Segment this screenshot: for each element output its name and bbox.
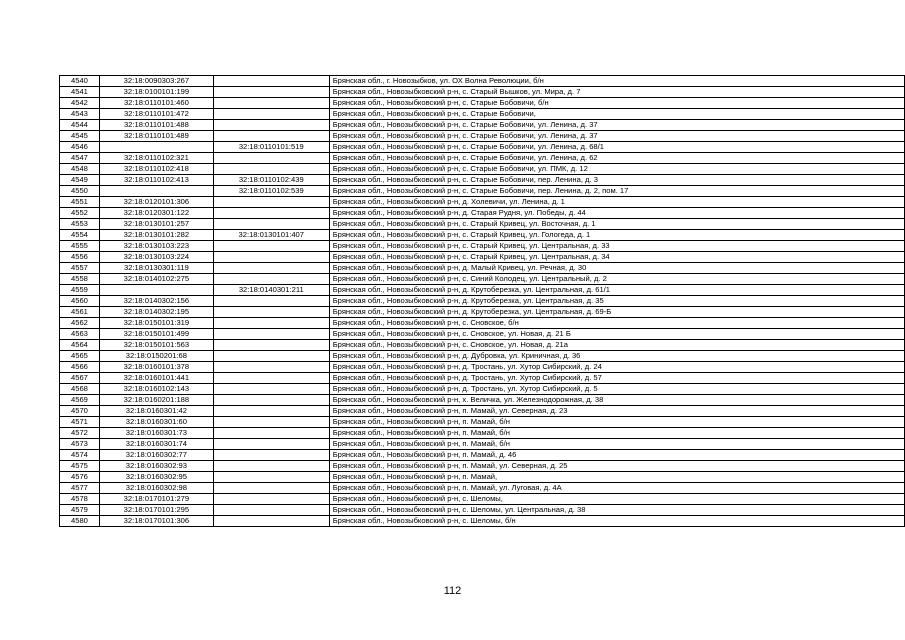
table-row <box>60 274 905 285</box>
row-number-cell: 4573 <box>60 439 100 450</box>
row-number-cell: 4544 <box>60 120 100 131</box>
row-number-cell: 4554 <box>60 230 100 241</box>
row-number-cell: 4563 <box>60 329 100 340</box>
cadastral-number-cell: 32:18:0160302:77 <box>99 450 213 461</box>
secondary-cadastral-number-cell <box>213 373 329 384</box>
secondary-cadastral-number-cell <box>213 87 329 98</box>
secondary-cadastral-number-cell: 32:18:0140301:211 <box>213 285 329 296</box>
cadastral-number-cell: 32:18:0120301:122 <box>99 208 213 219</box>
row-number-cell: 4564 <box>60 340 100 351</box>
secondary-cadastral-number-cell <box>213 483 329 494</box>
address-cell: Брянская обл., Новозыбковский р-н, с. Шеломы, б/н <box>329 516 904 527</box>
cadastral-number-cell: 32:18:0110101:488 <box>99 120 213 131</box>
row-number-cell: 4543 <box>60 109 100 120</box>
address-cell: Брянская обл., Новозыбковский р-н, с. Старые Бобовичи, ул. Ленина, д. 37 <box>329 120 904 131</box>
cadastral-number-cell: 32:18:0160301:42 <box>99 406 213 417</box>
secondary-cadastral-number-cell <box>213 516 329 527</box>
row-number-cell: 4546 <box>60 142 100 153</box>
table-row <box>60 494 905 505</box>
address-cell: Брянская обл., Новозыбковский р-н, с. Старый Кривец, ул. Восточная, д. 1 <box>329 219 904 230</box>
secondary-cadastral-number-cell <box>213 120 329 131</box>
cadastral-number-cell: 32:18:0170101:279 <box>99 494 213 505</box>
address-cell: Брянская обл., Новозыбковский р-н, п. Мамай, д. 46 <box>329 450 904 461</box>
row-number-cell: 4555 <box>60 241 100 252</box>
row-number-cell: 4569 <box>60 395 100 406</box>
cadastral-number-cell <box>99 285 213 296</box>
address-cell: Брянская обл., Новозыбковский р-н, с. Шеломы, ул. Центральная, д. 38 <box>329 505 904 516</box>
row-number-cell: 4578 <box>60 494 100 505</box>
table-row <box>60 472 905 483</box>
row-number-cell: 4547 <box>60 153 100 164</box>
address-cell: Брянская обл., Новозыбковский р-н, д. Крутоберезка, ул. Центральная, д. 35 <box>329 296 904 307</box>
secondary-cadastral-number-cell <box>213 131 329 142</box>
row-number-cell: 4577 <box>60 483 100 494</box>
table-row <box>60 439 905 450</box>
table-row <box>60 340 905 351</box>
row-number-cell: 4576 <box>60 472 100 483</box>
table-row <box>60 417 905 428</box>
address-cell: Брянская обл., Новозыбковский р-н, п. Мамай, б/н <box>329 439 904 450</box>
cadastral-number-cell: 32:18:0110101:460 <box>99 98 213 109</box>
table-row <box>60 384 905 395</box>
row-number-cell: 4552 <box>60 208 100 219</box>
address-cell: Брянская обл., Новозыбковский р-н, с. Шеломы, <box>329 494 904 505</box>
page-number: 112 <box>443 585 462 597</box>
secondary-cadastral-number-cell <box>213 494 329 505</box>
address-cell: Брянская обл., Новозыбковский р-н, с. Старые Бобовичи, ул. Ленина, д. 68/1 <box>329 142 904 153</box>
secondary-cadastral-number-cell <box>213 109 329 120</box>
row-number-cell: 4541 <box>60 87 100 98</box>
table-row <box>60 362 905 373</box>
address-cell: Брянская обл., Новозыбковский р-н, с. Синий Колодец, ул. Центральный, д. 2 <box>329 274 904 285</box>
secondary-cadastral-number-cell <box>213 395 329 406</box>
cadastral-number-cell: 32:18:0130103:223 <box>99 241 213 252</box>
row-number-cell: 4549 <box>60 175 100 186</box>
row-number-cell: 4551 <box>60 197 100 208</box>
cadastral-number-cell: 32:18:0160201:188 <box>99 395 213 406</box>
address-cell: Брянская обл., Новозыбковский р-н, с. Сновское, ул. Новая, д. 21а <box>329 340 904 351</box>
cadastral-number-cell: 32:18:0130101:257 <box>99 219 213 230</box>
cadastral-number-cell: 32:18:0090303:267 <box>99 76 213 87</box>
cadastral-number-cell: 32:18:0140302:195 <box>99 307 213 318</box>
table-row <box>60 461 905 472</box>
row-number-cell: 4550 <box>60 186 100 197</box>
address-cell: Брянская обл., Новозыбковский р-н, с. Старый Вышков, ул. Мира, д. 7 <box>329 87 904 98</box>
address-cell: Брянская обл., Новозыбковский р-н, д. Тростань, ул. Хутор Сибирский, д. 5 <box>329 384 904 395</box>
table-row <box>60 230 905 241</box>
secondary-cadastral-number-cell <box>213 406 329 417</box>
cadastral-number-cell: 32:18:0140102:275 <box>99 274 213 285</box>
row-number-cell: 4556 <box>60 252 100 263</box>
cadastral-number-cell: 32:18:0140302:156 <box>99 296 213 307</box>
secondary-cadastral-number-cell <box>213 318 329 329</box>
secondary-cadastral-number-cell <box>213 351 329 362</box>
secondary-cadastral-number-cell <box>213 340 329 351</box>
table-row <box>60 87 905 98</box>
table-row <box>60 373 905 384</box>
cadastral-number-cell: 32:18:0160301:74 <box>99 439 213 450</box>
row-number-cell: 4580 <box>60 516 100 527</box>
table-row <box>60 120 905 131</box>
address-cell: Брянская обл., Новозыбковский р-н, п. Мамай, ул. Луговая, д. 4А <box>329 483 904 494</box>
address-cell: Брянская обл., Новозыбковский р-н, с. Старые Бобовичи, пер. Ленина, д. 3 <box>329 175 904 186</box>
address-cell: Брянская обл., Новозыбковский р-н, с. Сновское, ул. Новая, д. 21 Б <box>329 329 904 340</box>
address-cell: Брянская обл., г. Новозыбков, ул. ОХ Волна Революции, б/н <box>329 76 904 87</box>
address-cell: Брянская обл., Новозыбковский р-н, д. Крутоберезка, ул. Центральная, д. 61/1 <box>329 285 904 296</box>
address-cell: Брянская обл., Новозыбковский р-н, п. Мамай, ул. Северная, д. 23 <box>329 406 904 417</box>
cadastral-number-cell: 32:18:0150101:563 <box>99 340 213 351</box>
table-row <box>60 131 905 142</box>
cadastral-number-cell: 32:18:0100101:199 <box>99 87 213 98</box>
secondary-cadastral-number-cell <box>213 153 329 164</box>
row-number-cell: 4548 <box>60 164 100 175</box>
row-number-cell: 4558 <box>60 274 100 285</box>
table-row <box>60 98 905 109</box>
cadastral-number-cell: 32:18:0170101:295 <box>99 505 213 516</box>
table-row <box>60 329 905 340</box>
address-cell: Брянская обл., Новозыбковский р-н, п. Мамай, б/н <box>329 428 904 439</box>
address-cell: Брянская обл., Новозыбковский р-н, д. Старая Рудня, ул. Победы, д. 44 <box>329 208 904 219</box>
cadastral-number-cell <box>99 186 213 197</box>
address-cell: Брянская обл., Новозыбковский р-н, с. Сновское, б/н <box>329 318 904 329</box>
address-cell: Брянская обл., Новозыбковский р-н, с. Старые Бобовичи, <box>329 109 904 120</box>
table-row <box>60 516 905 527</box>
row-number-cell: 4567 <box>60 373 100 384</box>
row-number-cell: 4575 <box>60 461 100 472</box>
table-row <box>60 483 905 494</box>
cadastral-number-cell: 32:18:0160302:98 <box>99 483 213 494</box>
secondary-cadastral-number-cell <box>213 197 329 208</box>
row-number-cell: 4559 <box>60 285 100 296</box>
cadastral-number-cell: 32:18:0150201:68 <box>99 351 213 362</box>
cadastral-number-cell: 32:18:0150101:499 <box>99 329 213 340</box>
table-row <box>60 318 905 329</box>
row-number-cell: 4560 <box>60 296 100 307</box>
secondary-cadastral-number-cell <box>213 98 329 109</box>
row-number-cell: 4571 <box>60 417 100 428</box>
address-cell: Брянская обл., Новозыбковский р-н, д. Тростань, ул. Хутор Сибирский, д. 24 <box>329 362 904 373</box>
address-cell: Брянская обл., Новозыбковский р-н, д. Тростань, ул. Хутор Сибирский, д. 57 <box>329 373 904 384</box>
cadastral-number-cell: 32:18:0150101:319 <box>99 318 213 329</box>
address-cell: Брянская обл., Новозыбковский р-н, п. Мамай, <box>329 472 904 483</box>
table-row <box>60 164 905 175</box>
table-row <box>60 450 905 461</box>
address-cell: Брянская обл., Новозыбковский р-н, с. Старый Кривец, ул. Центральная, д. 34 <box>329 252 904 263</box>
address-cell: Брянская обл., Новозыбковский р-н, д. Дубровка, ул. Криничная, д. 36 <box>329 351 904 362</box>
secondary-cadastral-number-cell <box>213 241 329 252</box>
cadastral-number-cell: 32:18:0160302:93 <box>99 461 213 472</box>
secondary-cadastral-number-cell <box>213 252 329 263</box>
table-row <box>60 197 905 208</box>
secondary-cadastral-number-cell: 32:18:0110101:519 <box>213 142 329 153</box>
secondary-cadastral-number-cell <box>213 450 329 461</box>
cadastral-number-cell: 32:18:0130301:119 <box>99 263 213 274</box>
row-number-cell: 4568 <box>60 384 100 395</box>
table-row <box>60 208 905 219</box>
secondary-cadastral-number-cell: 32:18:0130101:407 <box>213 230 329 241</box>
address-cell: Брянская обл., Новозыбковский р-н, п. Мамай, ул. Северная, д. 25 <box>329 461 904 472</box>
table-row <box>60 175 905 186</box>
secondary-cadastral-number-cell <box>213 274 329 285</box>
cadastral-number-cell: 32:18:0110102:418 <box>99 164 213 175</box>
secondary-cadastral-number-cell <box>213 384 329 395</box>
cadastral-number-cell: 32:18:0120101:306 <box>99 197 213 208</box>
secondary-cadastral-number-cell <box>213 472 329 483</box>
table-row <box>60 153 905 164</box>
cadastral-number-cell: 32:18:0110101:489 <box>99 131 213 142</box>
address-cell: Брянская обл., Новозыбковский р-н, с. Старые Бобовичи, ул. ПМК, д. 12 <box>329 164 904 175</box>
table-row <box>60 142 905 153</box>
row-number-cell: 4562 <box>60 318 100 329</box>
address-cell: Брянская обл., Новозыбковский р-н, с. Старый Кривец, ул. Гологеда, д. 1 <box>329 230 904 241</box>
cadastral-number-cell: 32:18:0170101:306 <box>99 516 213 527</box>
cadastral-number-cell: 32:18:0160101:441 <box>99 373 213 384</box>
secondary-cadastral-number-cell <box>213 439 329 450</box>
table-row <box>60 76 905 87</box>
row-number-cell: 4542 <box>60 98 100 109</box>
table-row <box>60 252 905 263</box>
cadastral-number-cell: 32:18:0130103:224 <box>99 252 213 263</box>
address-cell: Брянская обл., Новозыбковский р-н, с. Старый Кривец, ул. Центральная, д. 33 <box>329 241 904 252</box>
secondary-cadastral-number-cell: 32:18:0110102:539 <box>213 186 329 197</box>
cadastral-number-cell: 32:18:0130101:282 <box>99 230 213 241</box>
cadastral-number-cell: 32:18:0160101:378 <box>99 362 213 373</box>
row-number-cell: 4570 <box>60 406 100 417</box>
table-row <box>60 296 905 307</box>
table-row <box>60 263 905 274</box>
secondary-cadastral-number-cell <box>213 164 329 175</box>
row-number-cell: 4565 <box>60 351 100 362</box>
table-row <box>60 395 905 406</box>
address-cell: Брянская обл., Новозыбковский р-н, с. Старые Бобовичи, ул. Ленина, д. 62 <box>329 153 904 164</box>
secondary-cadastral-number-cell <box>213 76 329 87</box>
table-row <box>60 285 905 296</box>
secondary-cadastral-number-cell <box>213 362 329 373</box>
table-row <box>60 505 905 516</box>
address-cell: Брянская обл., Новозыбковский р-н, с. Старые Бобовичи, б/н <box>329 98 904 109</box>
table-row <box>60 219 905 230</box>
secondary-cadastral-number-cell <box>213 219 329 230</box>
table-row <box>60 241 905 252</box>
row-number-cell: 4553 <box>60 219 100 230</box>
row-number-cell: 4561 <box>60 307 100 318</box>
address-cell: Брянская обл., Новозыбковский р-н, д. Холевичи, ул. Ленина, д. 1 <box>329 197 904 208</box>
table-row <box>60 428 905 439</box>
address-cell: Брянская обл., Новозыбковский р-н, с. Старые Бобовичи, ул. Ленина, д. 37 <box>329 131 904 142</box>
address-cell: Брянская обл., Новозыбковский р-н, п. Мамай, б/н <box>329 417 904 428</box>
table-row <box>60 307 905 318</box>
secondary-cadastral-number-cell <box>213 329 329 340</box>
cadastral-number-cell: 32:18:0160301:73 <box>99 428 213 439</box>
row-number-cell: 4574 <box>60 450 100 461</box>
secondary-cadastral-number-cell <box>213 505 329 516</box>
secondary-cadastral-number-cell <box>213 263 329 274</box>
secondary-cadastral-number-cell <box>213 307 329 318</box>
cadastral-number-cell: 32:18:0160302:95 <box>99 472 213 483</box>
table-row <box>60 351 905 362</box>
cadastral-number-cell: 32:18:0110101:472 <box>99 109 213 120</box>
address-cell: Брянская обл., Новозыбковский р-н, с. Старые Бобовичи, пер. Ленина, д. 2, пом. 17 <box>329 186 904 197</box>
row-number-cell: 4540 <box>60 76 100 87</box>
address-cell: Брянская обл., Новозыбковский р-н, д. Малый Кривец, ул. Речная, д. 30 <box>329 263 904 274</box>
table-row <box>60 109 905 120</box>
address-cell: Брянская обл., Новозыбковский р-н, х. Величка, ул. Железнодорожная, д. 38 <box>329 395 904 406</box>
table-row <box>60 186 905 197</box>
secondary-cadastral-number-cell <box>213 417 329 428</box>
secondary-cadastral-number-cell <box>213 428 329 439</box>
secondary-cadastral-number-cell <box>213 208 329 219</box>
cadastral-number-cell: 32:18:0110102:413 <box>99 175 213 186</box>
address-cell: Брянская обл., Новозыбковский р-н, д. Крутоберезка, ул. Центральная, д. 69-Б <box>329 307 904 318</box>
cadastral-number-cell: 32:18:0160102:143 <box>99 384 213 395</box>
row-number-cell: 4557 <box>60 263 100 274</box>
table-row <box>60 406 905 417</box>
row-number-cell: 4572 <box>60 428 100 439</box>
row-number-cell: 4579 <box>60 505 100 516</box>
table-body <box>60 76 905 527</box>
cadastral-number-cell: 32:18:0160301:60 <box>99 417 213 428</box>
secondary-cadastral-number-cell <box>213 296 329 307</box>
row-number-cell: 4566 <box>60 362 100 373</box>
secondary-cadastral-number-cell <box>213 461 329 472</box>
cadastral-number-cell: 32:18:0110102:321 <box>99 153 213 164</box>
property-register-table <box>59 75 905 527</box>
cadastral-number-cell <box>99 142 213 153</box>
secondary-cadastral-number-cell: 32:18:0110102:439 <box>213 175 329 186</box>
row-number-cell: 4545 <box>60 131 100 142</box>
